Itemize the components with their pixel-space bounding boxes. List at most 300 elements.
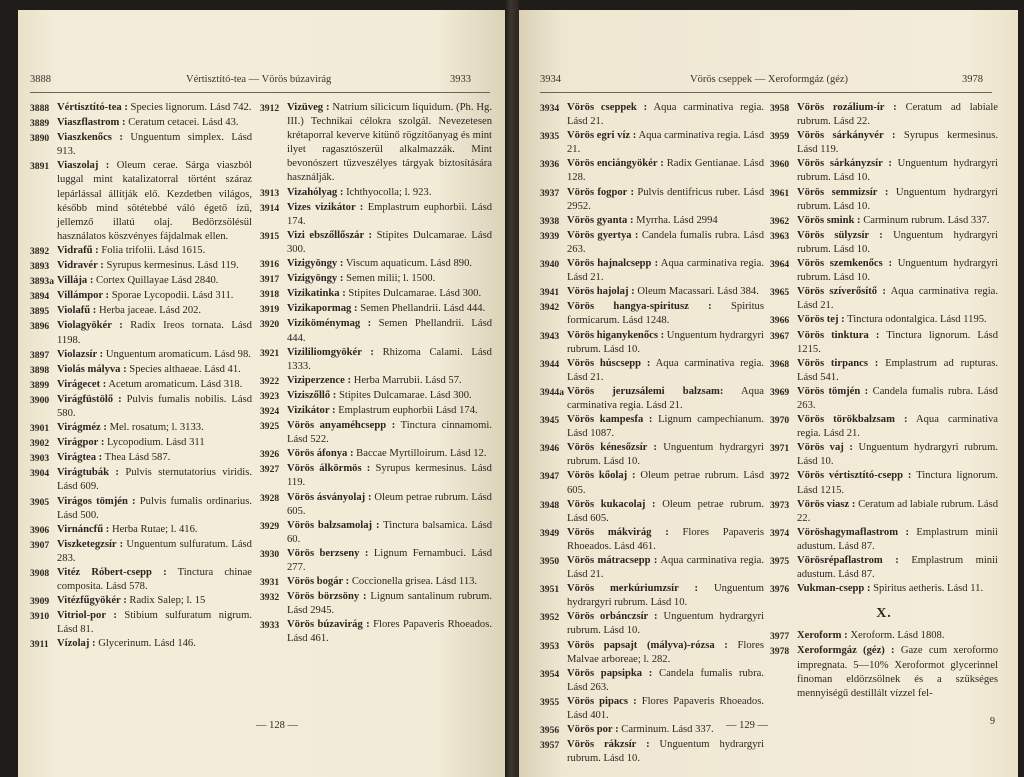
left-head-rule [30, 92, 490, 93]
entry-definition: Oleum Macassari. Lásd 384. [637, 286, 759, 298]
entry-number: 3909 [30, 596, 50, 608]
entry-body [287, 575, 492, 590]
entry-headword: Vidravér : [57, 260, 104, 272]
entry-headword: Vizikátor : [287, 404, 336, 416]
entry-definition: Xeroform. Lásd 1808. [850, 630, 945, 642]
entry-definition: Pulvis fumalis nobilis. Lásd 580. [57, 393, 252, 419]
entry-body [797, 441, 998, 469]
entry-body [567, 413, 764, 441]
dictionary-entry [260, 519, 492, 547]
entry-headword: Vörös szíverősítő : [797, 286, 886, 298]
entry-number: 3922 [260, 375, 280, 387]
entry-definition: Unguentum sulfuratum. Lásd 283. [57, 538, 252, 564]
entry-definition: Candela fumalis rubra. Lásd 263. [567, 667, 764, 693]
dictionary-entry [260, 618, 492, 646]
entry-definition: Radix Ireos tornata. Lásd 1198. [57, 320, 252, 346]
entry-number: 3893a [30, 276, 54, 288]
entry-number: 3929 [260, 520, 280, 532]
entry-number: 3897 [30, 349, 50, 361]
entry-number: 3954 [540, 668, 560, 680]
entry-headword: Violafű : [57, 305, 97, 317]
right-page [512, 10, 1018, 777]
entry-definition: Aqua carminativa regia. Lásd 21. [567, 555, 764, 581]
entry-headword: Vörös mákvirág : [567, 526, 669, 538]
entry-definition: Unguentum hydrargyri rubrum. Lásd 10. [567, 442, 764, 468]
dictionary-entry [260, 404, 492, 419]
entry-number: 3947 [540, 471, 560, 483]
dictionary-entry [540, 186, 764, 214]
entry-body [57, 436, 252, 451]
entry-definition: Syrupus kermesinus. Lásd 119. [797, 130, 998, 156]
entry-number: 3942 [540, 302, 560, 314]
dictionary-entry [260, 201, 492, 229]
entry-number: 3914 [260, 202, 280, 214]
entry-body [797, 186, 998, 214]
dictionary-entry [30, 304, 252, 319]
dictionary-entry [770, 629, 998, 644]
entry-body [797, 498, 998, 526]
entry-body [567, 229, 764, 257]
entry-headword: Vörös börzsöny : [287, 591, 367, 603]
entry-headword: Vukman-csepp : [797, 583, 871, 595]
dictionary-entry [540, 498, 764, 526]
entry-definition: Ceratum ad labiale rubrum. Lásd 22. [797, 102, 998, 128]
entry-number: 3957 [540, 740, 560, 752]
entry-headword: Vörös enciángyökér : [567, 158, 664, 170]
entry-definition: Unguentum hydrargyri rubrum. Lásd 10. [797, 158, 998, 184]
dictionary-entry [260, 302, 492, 317]
entry-definition: Ichthyocolla; l. 923. [346, 186, 432, 198]
entry-definition: Ceratum ad labiale rubrum. Lásd 22. [797, 498, 998, 524]
entry-body [797, 582, 998, 597]
entry-headword: Vörös balzsamolaj : [287, 519, 380, 531]
entry-headword: Vörös anyaméhcsepp : [287, 420, 396, 432]
dictionary-entry [770, 554, 998, 582]
entry-definition: Rhizoma Calami. Lásd 1333. [287, 346, 492, 372]
entry-headword: Vörös rákzsír : [567, 739, 650, 751]
entry-definition: Species althaeae. Lásd 41. [129, 363, 241, 375]
dictionary-entry [260, 186, 492, 201]
dictionary-entry [30, 637, 252, 652]
dictionary-entry [30, 436, 252, 451]
entry-headword: Virágpor : [57, 437, 105, 449]
entry-headword: Vörös hangya-spiritusz : [567, 301, 712, 313]
entry-headword: Vörös mátracsepp : [567, 555, 658, 566]
dictionary-entry [770, 101, 998, 129]
entry-number: 3959 [770, 131, 790, 143]
dictionary-entry [30, 538, 252, 566]
entry-headword: Vörös hajolaj : [567, 286, 635, 298]
entry-definition: Tinctura cinnamomi. Lásd 522. [287, 420, 492, 446]
entry-number: 3964 [770, 259, 790, 271]
entry-headword: Vitézfűgyökér : [57, 595, 127, 607]
entry-body [287, 374, 492, 389]
dictionary-entry [260, 272, 492, 287]
entry-number: 3912 [260, 103, 280, 114]
dictionary-entry [770, 229, 998, 257]
dictionary-entry [30, 131, 252, 159]
entry-body [287, 302, 492, 317]
entry-body [567, 639, 764, 667]
entry-headword: Vörös cseppek : [567, 102, 648, 113]
entry-number: 3903 [30, 453, 50, 465]
entry-headword: Vizi ebszőllőszár : [287, 229, 373, 241]
right-head-start: 3934 [540, 74, 561, 85]
entry-definition: Tinctura chinae composita. Lásd 578. [57, 567, 252, 593]
entry-definition: Baccae Myrtilloirum. Lásd 12. [356, 448, 487, 460]
entry-definition: Oleum petrae rubrum. Lásd 605. [567, 498, 764, 524]
entry-number: 3949 [540, 527, 560, 539]
entry-body [797, 157, 998, 185]
dictionary-entry [30, 159, 252, 244]
entry-body [57, 259, 252, 274]
entry-body [567, 385, 764, 413]
entry-headword: Vörös merkúriumzsír : [567, 583, 699, 595]
dictionary-entry [540, 357, 764, 385]
entry-number: 3958 [770, 103, 790, 114]
entry-definition: Aqua carminativa regia. Lásd 21. [567, 357, 764, 383]
entry-body [57, 523, 252, 538]
entry-body [567, 129, 764, 157]
entry-body [57, 609, 252, 637]
dictionary-entry [770, 357, 998, 385]
entry-number: 3904 [30, 468, 50, 480]
entry-headword: Viaszkenőcs : [57, 132, 123, 144]
dictionary-entry [770, 214, 998, 229]
dictionary-entry [540, 329, 764, 357]
entry-number: 3888 [30, 103, 50, 114]
entry-number: 3951 [540, 584, 560, 596]
entry-body [567, 582, 764, 610]
dictionary-entry [540, 610, 764, 638]
entry-headword: Virágos tömjén : [57, 495, 136, 507]
entry-definition: Aqua carminativa regia. Lásd 21. [567, 385, 764, 411]
entry-number: 3918 [260, 289, 280, 301]
dictionary-entry [540, 667, 764, 695]
entry-definition: Lignum santalinum rubrum. Lásd 2945. [287, 591, 492, 617]
entry-body [797, 554, 998, 582]
entry-definition: Folia trifolii. Lásd 1615. [101, 244, 206, 256]
entry-body [797, 285, 998, 313]
entry-definition: Tinctura odontalgica. Lásd 1195. [847, 314, 987, 326]
entry-number: 3936 [540, 159, 560, 171]
entry-number: 3931 [260, 577, 280, 589]
entry-definition: Aqua carminativa regia. Lásd 21. [567, 258, 764, 284]
entry-definition: Radix Salep; l. 15 [129, 595, 206, 607]
entry-headword: Vizigyöngy : [287, 258, 344, 270]
entry-body [567, 101, 764, 129]
left-head-start: 3888 [30, 74, 51, 85]
entry-body [567, 526, 764, 554]
entry-body [57, 363, 252, 378]
entry-headword: Vizigyöngy : [287, 273, 344, 285]
entry-headword: Vízolaj : [57, 638, 96, 650]
dictionary-entry [540, 413, 764, 441]
entry-body [287, 346, 492, 374]
entry-definition: Unguentum hydrargyri rubrum. Lásd 10. [797, 229, 998, 255]
entry-body [287, 419, 492, 447]
dictionary-entry [770, 644, 998, 700]
entry-headword: Villája : [57, 275, 94, 287]
dictionary-entry [770, 526, 998, 554]
entry-number: 3970 [770, 415, 790, 427]
entry-definition: Syrupus kermesinus. Lásd 119. [287, 463, 492, 489]
entry-definition: Myrrha. Lásd 2994 [636, 214, 718, 226]
entry-body [57, 594, 252, 609]
entry-number: 3961 [770, 187, 790, 199]
entry-definition: Glycerinum. Lásd 146. [98, 638, 196, 650]
entry-body [567, 498, 764, 526]
entry-headword: Violazsír : [57, 348, 104, 360]
entry-definition: Thea Lásd 587. [104, 452, 171, 464]
dictionary-entry [260, 491, 492, 519]
entry-definition: Aqua carminativa regia. Lásd 21. [797, 286, 998, 312]
entry-headword: Vörös berzseny : [287, 547, 369, 559]
entry-number: 3971 [770, 443, 790, 455]
entry-headword: Vizililiomgyökér : [287, 346, 374, 358]
entry-definition: Cortex Quillayae Lásd 2840. [96, 275, 219, 287]
entry-headword: Viziszőllő : [287, 389, 337, 401]
entry-body [567, 738, 764, 766]
entry-body [287, 317, 492, 345]
entry-headword: Vöröshagymaflastrom : [797, 526, 909, 538]
entry-definition: Semen Phellandrii. Lásd 444. [287, 318, 492, 344]
entry-body [287, 618, 492, 646]
entry-headword: Violás mályva : [57, 363, 127, 375]
entry-definition: Radix Gentianae. Lásd 128. [567, 158, 764, 184]
entry-number: 3935 [540, 131, 560, 143]
entry-headword: Vörös tirpancs : [797, 357, 879, 369]
entry-body [57, 289, 252, 304]
entry-headword: Vörös rozálium-ír : [797, 102, 897, 113]
entry-number: 3975 [770, 556, 790, 567]
entry-number: 3891 [30, 161, 50, 173]
entry-number: 3890 [30, 133, 50, 145]
dictionary-entry [540, 300, 764, 328]
entry-number: 3905 [30, 496, 50, 508]
entry-definition: Unguentum hydrargyri rubrum. Lásd 10. [797, 186, 998, 212]
entry-number: 3950 [540, 556, 560, 567]
entry-body [567, 695, 764, 723]
entry-number: 3923 [260, 390, 280, 402]
entry-headword: Vörös kukacolaj : [567, 498, 656, 510]
entry-body [797, 329, 998, 357]
entry-headword: Virágtea : [57, 452, 103, 464]
entry-number: 3889 [30, 118, 50, 130]
entry-body [57, 319, 252, 347]
entry-number: 3911 [30, 639, 49, 651]
entry-definition: Unguentum hydrargyri rubrum. Lásd 10. [567, 583, 764, 609]
entry-definition: Emplastrum euphorbii. Lásd 174. [287, 201, 492, 227]
dictionary-entry [30, 319, 252, 347]
entry-number: 3934 [540, 103, 560, 114]
entry-number: 3945 [540, 415, 560, 427]
dictionary-entry [540, 639, 764, 667]
entry-number: 3900 [30, 394, 50, 406]
book-gutter [505, 0, 519, 777]
entry-body [287, 389, 492, 404]
dictionary-entry [770, 313, 998, 328]
entry-number: 3965 [770, 287, 790, 299]
entry-definition: Acetum aromaticum. Lásd 318. [108, 378, 243, 390]
left-page [18, 10, 510, 777]
entry-definition: Herba Marrubii. Lásd 57. [353, 374, 462, 386]
entry-definition: Pulvis fumalis ordinarius. Lásd 500. [57, 495, 252, 521]
entry-headword: Vitriol-por : [57, 610, 117, 622]
entry-body [797, 313, 998, 328]
entry-headword: Vörös smink : [797, 214, 861, 226]
entry-headword: Vörös tinktura : [797, 329, 880, 341]
entry-definition: Oleum petrae rubrum. Lásd 605. [287, 491, 492, 517]
right-head-end: 3978 [962, 74, 983, 85]
entry-headword: Vizahólyag : [287, 186, 344, 198]
entry-headword: Vörös fogpor : [567, 186, 635, 198]
entry-definition: Candela fumalis rubra. Lásd 263. [567, 229, 764, 255]
entry-definition: Lycopodium. Lásd 311 [107, 437, 205, 449]
entry-body [57, 451, 252, 466]
entry-body [287, 101, 492, 186]
entry-definition: Carminum. Lásd 337. [621, 724, 714, 736]
dictionary-entry [260, 374, 492, 389]
entry-definition: Unguentum hydrargyri rubrum. Lásd 10. [567, 611, 764, 637]
entry-number: 3976 [770, 584, 790, 596]
entry-number: 3973 [770, 499, 790, 511]
entry-body [57, 393, 252, 421]
dictionary-entry [770, 582, 998, 597]
entry-number: 3944a [540, 386, 564, 398]
entry-definition: Unguentum hydrargyri rubrum. Lásd 10. [797, 442, 998, 468]
dictionary-entry [540, 582, 764, 610]
entry-body [287, 590, 492, 618]
entry-definition: Oleum cerae. Sárga viaszból luggal mint katalizatorral történt száraz lepárlással állítják elő. Kezdetben világos, később mind sötétebbé váló égető ízű, jellemző illatú olaj. Bedörzsölésül használatos köszvényes fájdalmak ellen. [57, 160, 252, 242]
entry-number: 3915 [260, 230, 280, 242]
entry-body [797, 357, 998, 385]
entry-headword: Vörös áfonya : [287, 448, 354, 460]
entry-body [567, 285, 764, 300]
entry-definition: Viscum aquaticum. Lásd 890. [345, 258, 473, 270]
entry-headword: Vörös egri víz : [567, 130, 637, 142]
dictionary-entry [30, 274, 252, 289]
entry-number: 3969 [770, 386, 790, 398]
dictionary-entry [30, 348, 252, 363]
entry-number: 3906 [30, 524, 50, 536]
entry-headword: Vörös vaj : [797, 442, 853, 454]
dictionary-entry [30, 289, 252, 304]
entry-headword: Vörösrépaflastrom : [797, 555, 899, 566]
entry-headword: Vörös vértisztító-csepp : [797, 470, 912, 482]
entry-headword: Vörös sárkányzsír : [797, 158, 892, 170]
entry-definition: Semen milii; l. 1500. [346, 273, 436, 285]
entry-definition: Sporae Lycopodii. Lásd 311. [111, 290, 234, 302]
dictionary-entry [540, 157, 764, 185]
entry-headword: Vörös kampesfa : [567, 414, 653, 426]
signature-mark: 9 [990, 716, 995, 727]
entry-headword: Viziköménymag : [287, 318, 372, 330]
left-column-1 [30, 101, 252, 653]
entry-definition: Spiritus formicarum. Lásd 1248. [567, 301, 764, 327]
entry-body [57, 101, 252, 116]
entry-definition: Stipites Dulcamarae. Lásd 300. [348, 288, 482, 300]
right-head-title: Vörös cseppek — Xeroformgáz (géz) [690, 74, 849, 85]
dictionary-entry [30, 495, 252, 523]
entry-number: 3892 [30, 245, 50, 257]
entry-definition: Candela fumalis rubra. Lásd 263. [797, 385, 998, 411]
entry-definition: Unguentum hydrargyri rubrum. Lásd 10. [567, 739, 764, 765]
entry-body [57, 348, 252, 363]
left-head-title: Vértisztító-tea — Vörös búzavirág [186, 74, 332, 85]
entry-body [57, 538, 252, 566]
dictionary-entry [30, 101, 252, 116]
entry-definition: Gaze cum xeroformo impregnata. 5—10% Xeroformot glycerinnel finoman eldörzsölnek és a szükséges mennyiségű destillált vízzel fel- [797, 645, 999, 699]
entry-definition: Emplastrum minii adustum. Lásd 87. [797, 526, 998, 552]
entry-definition: Unguentum simplex. Lásd 913. [57, 132, 252, 158]
entry-number: 3921 [260, 347, 280, 359]
entry-body [797, 413, 998, 441]
entry-number: 3948 [540, 499, 560, 511]
entry-number: 3955 [540, 696, 560, 708]
entry-definition: Spiritus aetheris. Lásd 11. [873, 583, 984, 595]
entry-definition: Unguentum hydrargyri rubrum. Lásd 10. [567, 329, 764, 355]
right-column-1 [540, 101, 764, 766]
entry-number: 3940 [540, 259, 560, 271]
entry-definition: Ceratum cetacei. Lásd 43. [128, 117, 239, 129]
dictionary-entry [770, 186, 998, 214]
entry-number: 3916 [260, 259, 280, 271]
entry-body [567, 441, 764, 469]
entry-number: 3944 [540, 358, 560, 370]
dictionary-entry [770, 413, 998, 441]
entry-body [797, 214, 998, 229]
entry-definition: Aqua carminativa regia. Lásd 21. [567, 130, 764, 156]
entry-headword: Viziperzence : [287, 374, 352, 386]
dictionary-entry [770, 385, 998, 413]
dictionary-entry [30, 116, 252, 131]
entry-headword: Vörös semmizsír : [797, 186, 889, 198]
entry-definition: Coccionella grisea. Lásd 113. [351, 576, 478, 588]
entry-body [797, 526, 998, 554]
entry-number: 3895 [30, 306, 50, 318]
entry-headword: Vörös ásványolaj : [287, 491, 372, 503]
entry-number: 3941 [540, 287, 560, 299]
dictionary-entry [260, 419, 492, 447]
dictionary-entry [30, 594, 252, 609]
entry-body [287, 257, 492, 272]
entry-headword: Vidrafű : [57, 244, 99, 256]
entry-definition: Oleum petrae rubrum. Lásd 605. [567, 470, 764, 496]
entry-body [567, 329, 764, 357]
entry-body [797, 385, 998, 413]
entry-headword: Viaszolaj : [57, 160, 110, 172]
entry-body [287, 547, 492, 575]
entry-definition: Semen Phellandrii. Lásd 444. [360, 303, 486, 315]
entry-headword: Virágméz : [57, 422, 107, 434]
dictionary-entry [540, 554, 764, 582]
entry-definition: Pulvis dentifricus ruber. Lásd 2952. [567, 186, 764, 212]
entry-headword: Vörös tömjén : [797, 385, 869, 397]
entry-body [57, 637, 252, 652]
entry-number: 3926 [260, 449, 280, 461]
entry-body [287, 229, 492, 257]
entry-body [57, 566, 252, 594]
entry-number: 3933 [260, 620, 280, 632]
dictionary-entry [540, 257, 764, 285]
dictionary-entry [260, 447, 492, 462]
entry-body [57, 495, 252, 523]
dictionary-entry [30, 451, 252, 466]
entry-body [57, 116, 252, 131]
dictionary-entry [770, 329, 998, 357]
entry-body [567, 157, 764, 185]
